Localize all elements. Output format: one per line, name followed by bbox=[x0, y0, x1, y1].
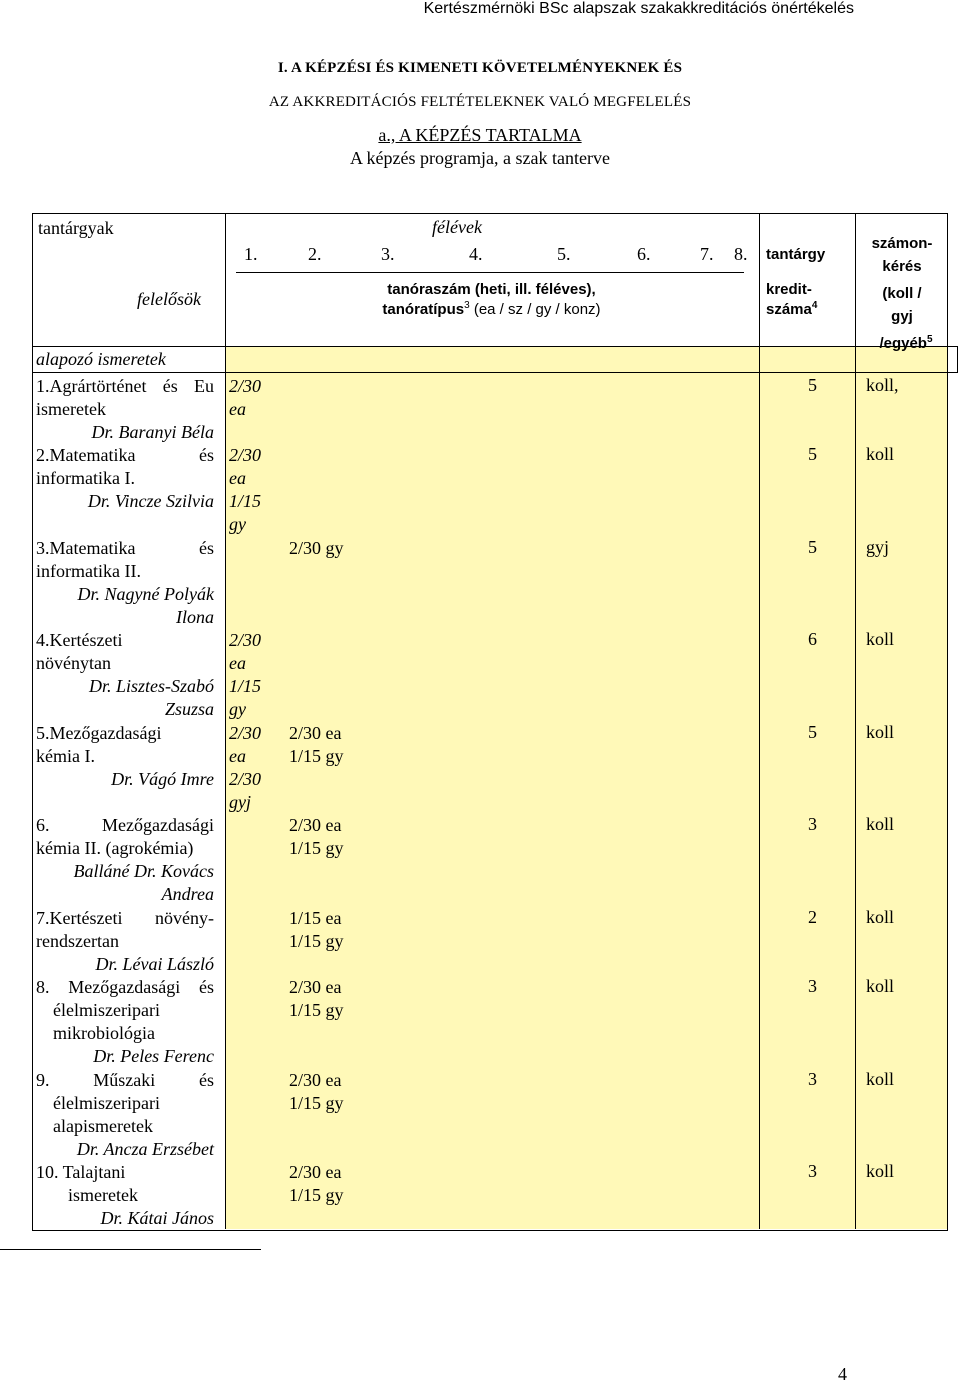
subject-6-responsible-2: Andrea bbox=[161, 884, 214, 904]
subject-9 bbox=[36, 1069, 214, 1161]
cell-value: ea bbox=[229, 468, 246, 488]
subject-5-name: 5.Mezőgazdasági bbox=[36, 723, 162, 743]
cell-value: 1/15 gy bbox=[289, 838, 344, 858]
header-tanoratipus-types: (ea / sz / gy / konz) bbox=[469, 301, 601, 318]
header-tantargy: tantárgy bbox=[766, 246, 826, 263]
semester-6: 6. bbox=[637, 244, 651, 264]
subject-6-name: 6. Mezőgazdasági bbox=[36, 815, 214, 835]
title-line-1: I. A KÉPZÉSI ÉS KIMENETI KÖVETELMÉNYEKNEK ÉS bbox=[277, 60, 683, 76]
subject-5-sem1 bbox=[229, 722, 261, 814]
subject-3-sem2 bbox=[289, 537, 344, 560]
header-divider bbox=[225, 213, 226, 347]
section-separator bbox=[32, 372, 958, 373]
subject-1-name: 1.Agrártörténet és Eu bbox=[36, 376, 214, 396]
semester-underline bbox=[236, 272, 744, 273]
semester-8: 8. bbox=[734, 244, 748, 264]
subject-10-name-2: ismeretek bbox=[68, 1185, 138, 1205]
page-number: 4 bbox=[838, 1364, 847, 1384]
header-szamon-1: számon- bbox=[871, 235, 933, 252]
credit-column-area bbox=[759, 347, 856, 1229]
subject-9-name: 9. Műszaki és bbox=[36, 1070, 214, 1090]
subject-5-exam: koll bbox=[866, 722, 895, 742]
footnote-5: 5 bbox=[926, 334, 933, 345]
subject-1-exam: koll, bbox=[866, 375, 899, 395]
subject-4-credit: 6 bbox=[808, 629, 817, 649]
subject-1-name-2: ismeretek bbox=[36, 399, 106, 419]
subject-7-name-2: rendszertan bbox=[36, 931, 119, 951]
subject-8-name-3: mikrobiológia bbox=[53, 1023, 155, 1043]
subject-10-name: 10. Talajtani bbox=[36, 1162, 126, 1182]
cell-value: ea bbox=[229, 746, 246, 766]
subject-8-name-2: élelmiszeripari bbox=[53, 1000, 160, 1020]
section-subtitle-2: A képzés programja, a szak tanterve bbox=[350, 148, 610, 168]
subject-7-exam: koll bbox=[866, 907, 895, 927]
subject-1-responsible: Dr. Baranyi Béla bbox=[91, 422, 214, 442]
exam-column-area bbox=[855, 347, 947, 1229]
subject-3 bbox=[36, 537, 214, 629]
header-separator bbox=[32, 346, 958, 347]
subject-8-credit: 3 bbox=[808, 976, 817, 996]
header-kredit: kredit- bbox=[766, 281, 812, 298]
subject-2-name-2: informatika I. bbox=[36, 468, 135, 488]
subject-8-name: 8. Mezőgazdasági és bbox=[36, 977, 214, 997]
semester-7: 7. bbox=[700, 244, 714, 264]
cell-value: ea bbox=[229, 653, 246, 673]
cell-value: 2/30 bbox=[229, 445, 262, 465]
subject-2-responsible: Dr. Vincze Szilvia bbox=[87, 491, 214, 511]
cell-value: 2/30 bbox=[229, 376, 262, 396]
subject-3-name-2: informatika II. bbox=[36, 561, 141, 581]
header-felevek: félévek bbox=[432, 217, 482, 237]
cell-value: 2/30 ea bbox=[289, 1162, 342, 1182]
semester-1: 1. bbox=[244, 244, 258, 264]
header-szamon-3: (koll / bbox=[882, 285, 922, 302]
semester-5: 5. bbox=[557, 244, 571, 264]
header-szamon-4: gyj bbox=[891, 308, 913, 325]
cell-value: 1/15 gy bbox=[289, 1093, 344, 1113]
subject-3-name: 3.Matematika és bbox=[36, 538, 214, 558]
subject-10 bbox=[36, 1161, 214, 1230]
subject-2-name: 2.Matematika és bbox=[36, 445, 214, 465]
footnote-4: 4 bbox=[811, 300, 818, 311]
subject-5 bbox=[36, 722, 214, 791]
section-edge bbox=[957, 346, 958, 373]
subject-9-credit: 3 bbox=[808, 1069, 817, 1089]
subject-7-responsible: Dr. Lévai László bbox=[95, 954, 214, 974]
cell-value: ea bbox=[229, 399, 246, 419]
section-alapozo: alapozó ismeretek bbox=[36, 349, 166, 369]
page-header: Kertészmérnöki BSc alapszak szakakkreditációs önértékelés bbox=[423, 0, 854, 17]
cell-value: 2/30 ea bbox=[289, 1070, 342, 1090]
subject-4-exam: koll bbox=[866, 629, 895, 649]
header-tanoratipus bbox=[225, 300, 758, 318]
subject-7 bbox=[36, 907, 214, 976]
cell-value: 1/15 bbox=[229, 676, 262, 696]
subject-6-sem2 bbox=[289, 814, 344, 860]
subject-1-credit: 5 bbox=[808, 375, 817, 395]
cell-value: 2/30 gy bbox=[289, 538, 344, 558]
cell-value: 1/15 gy bbox=[289, 1000, 344, 1020]
header-tanoratipus-label: tanóratípus bbox=[382, 301, 465, 318]
header-felelosok: felelősök bbox=[137, 289, 201, 309]
subject-4-responsible-2: Zsuzsa bbox=[164, 699, 214, 719]
header-szama bbox=[766, 300, 817, 318]
subject-4-name-2: növénytan bbox=[36, 653, 111, 673]
subject-6-responsible: Balláné Dr. Kovács bbox=[73, 861, 214, 881]
cell-value: 2/30 bbox=[229, 723, 262, 743]
subject-3-responsible-2: Ilona bbox=[176, 607, 214, 627]
subject-9-sem2 bbox=[289, 1069, 344, 1115]
header-divider bbox=[855, 213, 856, 347]
cell-value: 2/30 bbox=[229, 769, 262, 789]
subject-6 bbox=[36, 814, 214, 906]
cell-value: 2/30 ea bbox=[289, 723, 342, 743]
subject-5-sem2 bbox=[289, 722, 344, 768]
footnote-separator bbox=[0, 1249, 261, 1250]
subject-8-sem2 bbox=[289, 976, 344, 1022]
title-line-2: AZ AKKREDITÁCIÓS FELTÉTELEKNEK VALÓ MEGFELELÉS bbox=[268, 94, 692, 110]
section-subtitle: a., A KÉPZÉS TARTALMA bbox=[378, 125, 582, 145]
header-szamon-5 bbox=[858, 328, 946, 355]
subject-8 bbox=[36, 976, 214, 1068]
subject-1-sem1 bbox=[229, 375, 261, 421]
cell-value: gy bbox=[229, 514, 246, 534]
header-tantargyak: tantárgyak bbox=[38, 218, 114, 238]
subject-3-responsible: Dr. Nagyné Polyák bbox=[77, 584, 214, 604]
subject-10-exam: koll bbox=[866, 1161, 895, 1181]
subject-1 bbox=[36, 375, 214, 444]
semester-4: 4. bbox=[469, 244, 483, 264]
header-tanoraszam: tanóraszám (heti, ill. féléves), bbox=[387, 281, 596, 298]
subject-3-exam: gyj bbox=[866, 537, 890, 557]
subject-8-exam: koll bbox=[866, 976, 895, 996]
header-szamon-5-label: /egyéb bbox=[879, 335, 927, 352]
subject-5-credit: 5 bbox=[808, 722, 817, 742]
subject-8-responsible: Dr. Peles Ferenc bbox=[93, 1046, 214, 1066]
header-szamonkeres bbox=[858, 232, 946, 355]
subject-2-sem1 bbox=[229, 444, 261, 536]
subject-6-name-2: kémia II. (agrokémia) bbox=[36, 838, 194, 858]
subject-2-exam: koll bbox=[866, 444, 895, 464]
subject-7-credit: 2 bbox=[808, 907, 817, 927]
cell-value: 2/30 ea bbox=[289, 977, 342, 997]
cell-value: gy bbox=[229, 699, 246, 719]
subject-10-credit: 3 bbox=[808, 1161, 817, 1181]
subject-5-name-2: kémia I. bbox=[36, 746, 95, 766]
subject-4 bbox=[36, 629, 214, 721]
footnote-3: 3 bbox=[464, 300, 470, 311]
subject-9-name-3: alapismeretek bbox=[53, 1116, 153, 1136]
subject-4-sem1 bbox=[229, 629, 261, 721]
cell-value: 1/15 bbox=[229, 491, 262, 511]
subject-6-exam: koll bbox=[866, 814, 895, 834]
subject-3-credit: 5 bbox=[808, 537, 817, 557]
subject-7-name: 7.Kertészeti növény- bbox=[36, 908, 214, 928]
subject-9-exam: koll bbox=[866, 1069, 895, 1089]
subject-5-responsible: Dr. Vágó Imre bbox=[111, 769, 214, 789]
cell-value: 1/15 gy bbox=[289, 931, 344, 951]
subject-7-sem2 bbox=[289, 907, 344, 953]
subject-4-responsible: Dr. Lisztes-Szabó bbox=[88, 676, 214, 696]
subject-9-name-2: élelmiszeripari bbox=[53, 1093, 160, 1113]
header-szama-label: száma bbox=[766, 301, 812, 318]
semester-3: 3. bbox=[381, 244, 395, 264]
cell-value: 1/15 gy bbox=[289, 1185, 344, 1205]
subject-2-credit: 5 bbox=[808, 444, 817, 464]
semester-2: 2. bbox=[308, 244, 322, 264]
subject-4-name: 4.Kertészeti bbox=[36, 630, 123, 650]
subject-6-credit: 3 bbox=[808, 814, 817, 834]
subject-2 bbox=[36, 444, 214, 513]
subject-10-responsible: Dr. Kátai János bbox=[100, 1208, 214, 1228]
header-divider bbox=[759, 213, 760, 347]
header-szamon-2: kérés bbox=[882, 258, 922, 275]
cell-value: gyj bbox=[229, 792, 251, 812]
cell-value: 2/30 bbox=[229, 630, 262, 650]
subject-9-responsible: Dr. Ancza Erzsébet bbox=[76, 1139, 214, 1159]
cell-value: 1/15 gy bbox=[289, 746, 344, 766]
cell-value: 2/30 ea bbox=[289, 815, 342, 835]
cell-value: 1/15 ea bbox=[289, 908, 342, 928]
subject-10-sem2 bbox=[289, 1161, 344, 1207]
